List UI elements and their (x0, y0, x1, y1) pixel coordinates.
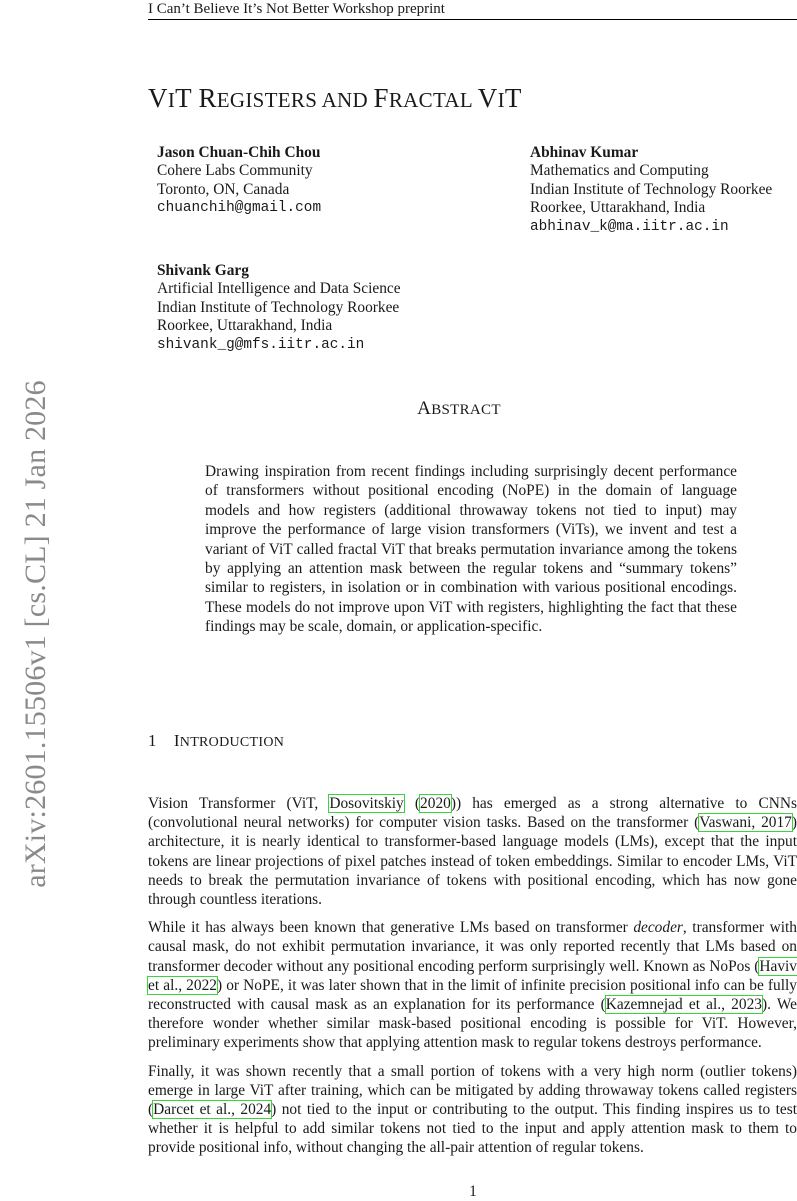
author-affiliation: Cohere Labs Community (157, 162, 313, 180)
section-number: 1 (148, 731, 157, 750)
intro-body (148, 794, 797, 1167)
author-email[interactable]: chuanchih@gmail.com (157, 200, 322, 217)
paper-title: VIT REGISTERS AND FRACTAL VIT (148, 83, 522, 113)
citation-link[interactable]: Kazemnejad et al., 2023 (605, 996, 762, 1014)
page-number: 1 (469, 1183, 477, 1200)
author-affiliation: Artificial Intelligence and Data Science (157, 280, 401, 298)
paragraph: Vision Transformer (ViT, Dosovitskiy (2020)) has emerged as a strong alternative to CNNs (convolutional neural networks) for computer vision tasks. Based on the transformer (Vaswani, 2017) architecture, it is nearly identical to transformer-based language models (LMs), except that the input tokens are linear projections of pixel patches instead of token embeddings. Similar to encoder LMs, ViT needs to break the permutation invariance of tokens with positional encoding, which has now gone through countless iterations. (148, 795, 797, 909)
running-header: I Can’t Believe It’s Not Better Workshop preprint (148, 1, 445, 17)
author-name: Abhinav Kumar (530, 144, 639, 161)
author-email[interactable]: shivank_g@mfs.iitr.ac.in (157, 336, 365, 353)
author-affiliation: Roorkee, Uttarakhand, India (157, 317, 333, 335)
abstract-heading: ABSTRACT (417, 398, 501, 419)
author-affiliation: Mathematics and Computing (530, 162, 709, 180)
section-heading: 1 INTRODUCTION (148, 731, 285, 750)
abstract-text: Drawing inspiration from recent findings including surprisingly decent performance of transformers without positional encoding (NoPE) in the domain of language models and how registers (additional throwaway tokens not tied to input) may improve the performance of large vision transformers (ViTs), we invent and test a variant of ViT called fractal ViT that breaks permutation invariance among the tokens by applying an attention mask between the regular tokens and “summary tokens” similar to registers, in isolation or in combination with various positional encodings. These models do not improve upon ViT with registers, highlighting the fact that these findings may be scale, domain, or application-specific. (205, 463, 737, 636)
author-block (157, 262, 401, 354)
citation-link[interactable]: Vaswani, 2017 (699, 814, 792, 832)
author-email[interactable]: abhinav_k@ma.iitr.ac.in (530, 218, 729, 235)
citation-link[interactable]: Haviv et al., 2022 (148, 957, 797, 994)
paragraph: While it has always been known that generative LMs based on transformer decoder, transformer with causal mask, do not exhibit permutation invariance, it was only reported recently that LMs based on transformer decoder without any positional encoding perform surprisingly well. Known as NoPos (Haviv et al., 2022) or NoPE, it was later shown that in the limit of infinite precision positional info can be fully reconstructed with causal mask as an explanation for its performance (Kazemnejad et al., 2023). We therefore wonder whether similar mask-based positional encoding is possible for ViT. However, preliminary experiments show that applying attention mask to regular tokens destroys performance. (148, 919, 797, 1052)
citation-link[interactable]: 2020 (420, 795, 451, 812)
header-rule (148, 19, 797, 20)
citation-link[interactable]: Dosovitskiy (329, 795, 404, 812)
author-name: Jason Chuan-Chih Chou (157, 144, 321, 161)
author-affiliation: Indian Institute of Technology Roorkee (530, 180, 773, 198)
author-block (157, 144, 321, 218)
author-affiliation: Roorkee, Uttarakhand, India (530, 199, 706, 217)
arxiv-stamp: arXiv:2601.15506v1 [cs.CL] 21 Jan 2026 (19, 380, 52, 888)
author-name: Shivank Garg (157, 262, 249, 279)
author-affiliation: Toronto, ON, Canada (157, 180, 290, 198)
paragraph: Finally, it was shown recently that a small portion of tokens with a very high norm (outlier tokens) emerge in large ViT after training, which can be mitigated by adding throwaway tokens called registers (Darcet et al., 2024) not tied to the input or contributing to the output. This finding inspires us to test whether it is helpful to add similar tokens not tied to the input and apply attention mask to them to provide positional info, without changing the all-pair attention of regular tokens. (148, 1062, 797, 1157)
citation-link[interactable]: Darcet et al., 2024 (153, 1101, 272, 1119)
author-affiliation: Indian Institute of Technology Roorkee (157, 298, 400, 316)
author-block (530, 144, 772, 236)
